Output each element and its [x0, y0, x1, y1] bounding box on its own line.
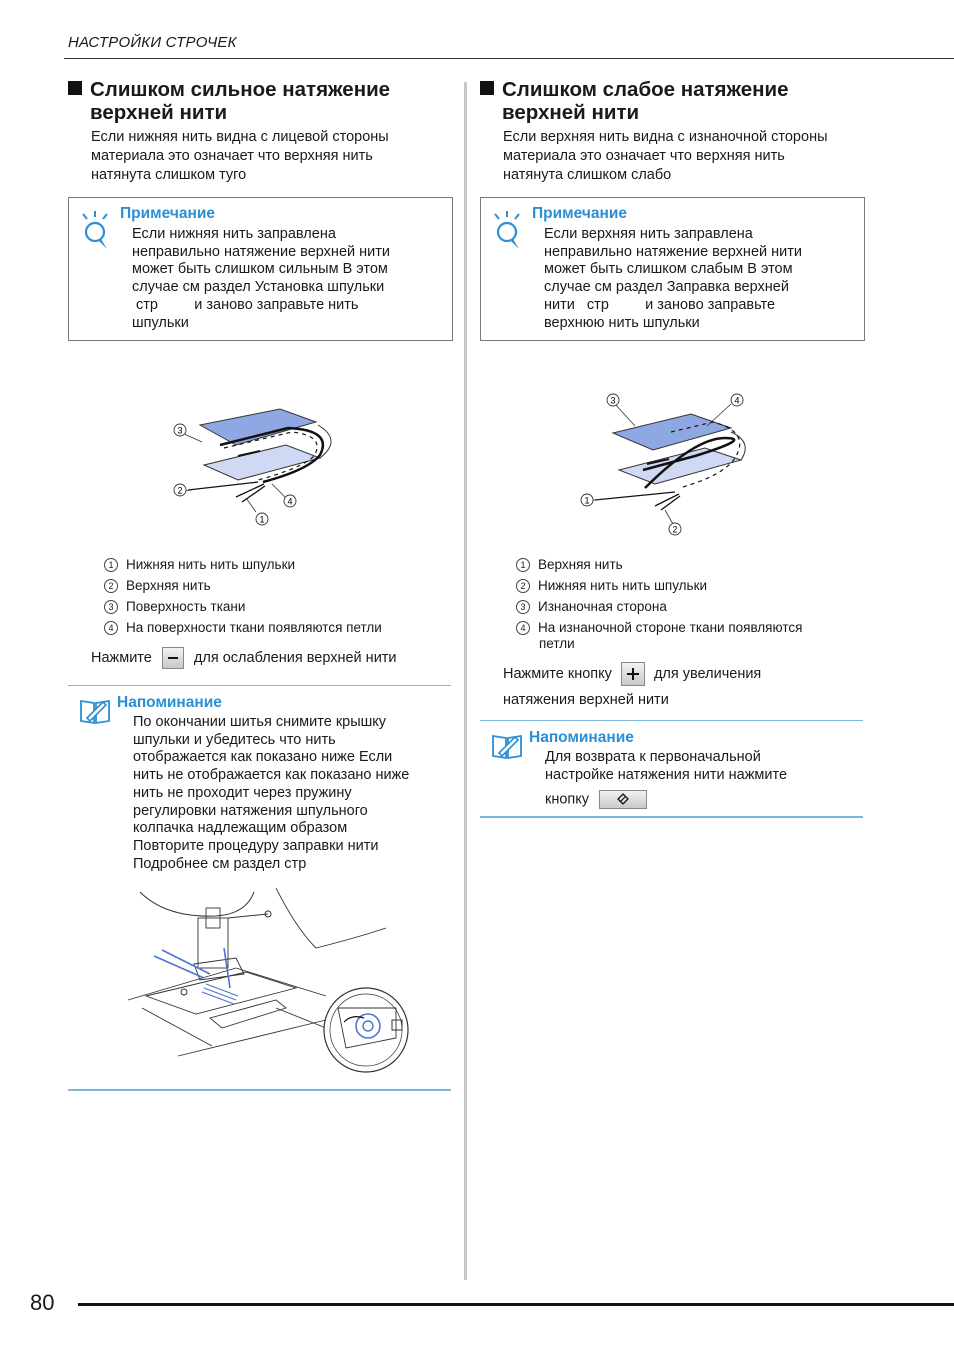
legend-item: 4 На изнаночной стороне ткани появляются: [516, 617, 876, 636]
callout-1: [256, 513, 268, 525]
left-heading: Слишком сильное натяжение верхней нити: [68, 78, 390, 124]
svg-text:1: 1: [584, 495, 590, 506]
diagram-tension-too-loose: [575, 388, 755, 538]
page-number: 80: [30, 1290, 55, 1315]
callout-4: [731, 394, 743, 406]
callout-2: [669, 523, 681, 535]
heading-square-icon: [68, 81, 82, 95]
right-memo-bottom-rule: [480, 816, 863, 818]
legend-item: 3 Поверхность ткани: [104, 596, 464, 617]
footer-rule: [78, 1303, 954, 1306]
right-intro: Если верхняя нить видна с изнаночной стороны материала это означает что верхняя нить натянута слишком слабо: [503, 129, 828, 183]
left-press-instruction: Нажмите для ослабления верхней нити: [91, 647, 461, 669]
right-note-text: Если верхняя нить заправлена неправильно натяжение верхней нити может быть слишком слабым В этом случае см раздел Заправка верхней нити стр и заново заправьте верхнюю нить шпульки: [544, 226, 802, 331]
plus-button[interactable]: [621, 662, 645, 686]
svg-text:2: 2: [672, 524, 678, 535]
right-note-box: [480, 197, 865, 341]
left-note-text: Если нижняя нить заправлена неправильно натяжение верхней нити может быть слишком сильным В этом случае см раздел Установка шпульки стр и заново заправьте нить шпульки: [132, 226, 390, 331]
header-rule: [64, 58, 954, 59]
right-memo-title: Напоминание: [529, 729, 634, 746]
minus-button[interactable]: [162, 647, 184, 669]
legend-item: 1 Верхняя нить: [516, 554, 876, 575]
left-memo-text: По окончании шитья снимите крышку шпульки и убедитесь что нить отображается как показано ниже Если нить не отображается как показано ниже нить не проходит через пружину регулировки натяжения шпульного колпачка надлежащим образом Повторите процедуру заправки нити Подробнее см раздел стр: [133, 714, 410, 872]
fabric-lower-layer: [619, 448, 741, 484]
callout-3: [607, 394, 619, 406]
heading-square-icon: [480, 81, 494, 95]
lightbulb-icon: [491, 210, 525, 252]
column-divider: [464, 82, 467, 1280]
callout-1: [581, 494, 593, 506]
sewing-machine-bobbin-illustration: [126, 888, 412, 1076]
right-press-instruction: Нажмите кнопку для увеличения натяжения верхней нити: [503, 661, 883, 713]
left-note-title: Примечание: [120, 205, 215, 222]
left-memo-title: Напоминание: [117, 694, 222, 711]
fabric-lower-layer: [204, 445, 320, 480]
section-header-title: НАСТРОЙКИ СТРОЧЕК: [68, 34, 237, 51]
left-memo-bottom-rule: [68, 1089, 451, 1091]
legend-item: 1 Нижняя нить нить шпульки: [104, 554, 464, 575]
callout-2: [174, 484, 186, 496]
reset-arrow-icon: [616, 793, 630, 806]
callout-4: [284, 495, 296, 507]
legend-item: 2 Верхняя нить: [104, 575, 464, 596]
right-memo-top-rule: [480, 720, 863, 721]
svg-text:1: 1: [259, 514, 265, 525]
svg-text:3: 3: [610, 395, 616, 406]
left-intro: Если нижняя нить видна с лицевой стороны материала это означает что верхняя нить натянута слишком туго: [91, 129, 389, 183]
svg-text:4: 4: [734, 395, 740, 406]
minus-icon: [168, 657, 178, 659]
legend-item: 3 Изнаночная сторона: [516, 596, 876, 617]
lightbulb-icon: [79, 210, 113, 252]
left-note-box: [68, 197, 453, 341]
legend-item: 2 Нижняя нить нить шпульки: [516, 575, 876, 596]
svg-text:4: 4: [287, 496, 293, 507]
legend-item-continuation: петли: [539, 636, 575, 651]
right-note-title: Примечание: [532, 205, 627, 222]
right-memo-text: Для возврата к первоначальной настройке натяжения нити нажмите кнопку: [545, 749, 788, 808]
book-pen-icon: [491, 732, 523, 760]
legend-item: 4 На поверхности ткани появляются петли: [104, 617, 464, 638]
reset-tension-button[interactable]: [599, 790, 647, 809]
right-legend: [516, 554, 876, 652]
svg-text:3: 3: [177, 425, 183, 436]
svg-text:2: 2: [177, 485, 183, 496]
diagram-tension-too-tight: [168, 400, 338, 530]
callout-3: [174, 424, 186, 436]
book-pen-icon: [79, 697, 111, 725]
left-legend: [104, 554, 464, 638]
left-memo-top-rule: [68, 685, 451, 686]
right-heading: Слишком слабое натяжение верхней нити: [480, 78, 789, 124]
